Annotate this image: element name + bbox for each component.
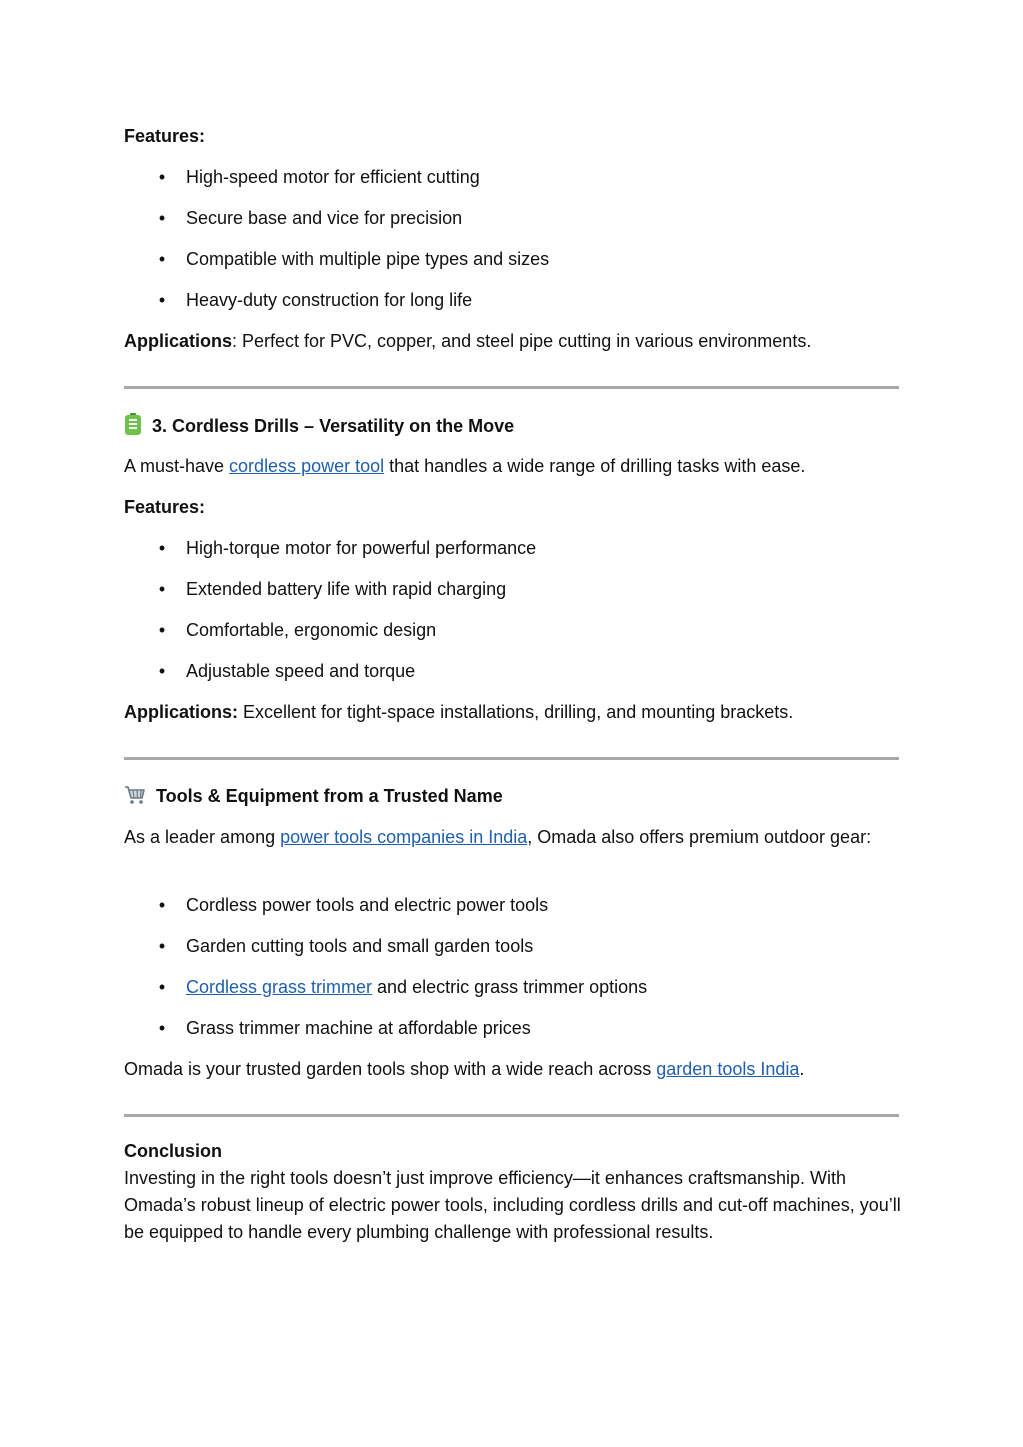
- closing-text: Omada is your trusted garden tools shop with a wide reach across: [124, 1059, 657, 1079]
- list-item: [186, 934, 533, 958]
- cordless-grass-trimmer-link[interactable]: Cordless grass trimmer: [186, 977, 373, 997]
- applications-label: Applications: [124, 331, 233, 351]
- list-item: Compatible with multiple pipe types and sizes: [186, 249, 550, 269]
- bullet-dot: •: [158, 895, 166, 915]
- battery-icon: [124, 413, 142, 441]
- intro-text: A must-have: [124, 456, 230, 476]
- divider: [124, 386, 899, 389]
- bullet-dot: •: [158, 1018, 166, 1038]
- bullet-dot: •: [158, 661, 166, 681]
- bullet-dot: •: [158, 620, 166, 640]
- applications-line: [124, 329, 811, 353]
- list-item: Adjustable speed and torque: [186, 661, 416, 681]
- section-heading-cordless-drills: [124, 413, 514, 441]
- divider: [124, 1114, 899, 1117]
- list-item: High-speed motor for efficient cutting: [186, 167, 480, 187]
- section-heading-text: Tools & Equipment from a Trusted Name: [156, 786, 503, 806]
- bullet-dot: •: [158, 249, 166, 269]
- closing-text: .: [799, 1059, 805, 1079]
- list-item-text: and electric grass trimmer options: [372, 977, 648, 997]
- power-tools-companies-link[interactable]: power tools companies in India: [280, 827, 528, 847]
- list-item: Comfortable, ergonomic design: [186, 620, 437, 640]
- list-item: [186, 975, 647, 999]
- cordless-power-tool-link[interactable]: cordless power tool: [229, 456, 385, 476]
- intro-text: As a leader among: [124, 827, 281, 847]
- list-item: Extended battery life with rapid charging: [186, 579, 507, 599]
- intro-text: , Omada also offers premium outdoor gear:: [527, 827, 872, 847]
- bullet-dot: •: [158, 936, 166, 956]
- bullet-dot: •: [158, 208, 166, 228]
- features-label: Features:: [124, 497, 206, 517]
- list-item: High-torque motor for powerful performance: [186, 538, 537, 558]
- applications-label: Applications:: [124, 702, 239, 722]
- list-item-text: Cordless power tools and electric power tools: [186, 895, 549, 915]
- shopping-cart-icon: [124, 785, 146, 811]
- closing-line: [124, 1057, 804, 1081]
- applications-text: : Perfect for PVC, copper, and steel pipe cutting in various environments.: [232, 331, 812, 351]
- conclusion-heading: Conclusion: [124, 1141, 222, 1161]
- conclusion-text: Investing in the right tools doesn’t just improve efficiency—it enhances craftsmanship. With Omada’s robust lineup of electric power tools, including cordless drills and cut-off machines, you’ll be equipped to handle every plumbing challenge with professional results.: [124, 1168, 901, 1242]
- intro-text: that handles a wide range of drilling tasks with ease.: [384, 456, 806, 476]
- section-heading-tools-equipment: [124, 784, 503, 811]
- list-item: [186, 1016, 531, 1040]
- applications-line: [124, 700, 793, 724]
- divider: [124, 757, 899, 760]
- bullet-dot: •: [158, 977, 166, 997]
- list-item: [186, 893, 548, 917]
- bullet-dot: •: [158, 538, 166, 558]
- features-label: Features:: [124, 126, 206, 146]
- bullet-dot: •: [158, 290, 166, 310]
- section-heading-text: 3. Cordless Drills – Versatility on the Move: [152, 416, 515, 436]
- tools-intro: [124, 824, 899, 851]
- cordless-intro: [124, 454, 805, 478]
- bullet-dot: •: [158, 579, 166, 599]
- list-item-text: Garden cutting tools and small garden tools: [186, 936, 534, 956]
- bullet-dot: •: [158, 167, 166, 187]
- list-item: Heavy-duty construction for long life: [186, 290, 473, 310]
- list-item: Secure base and vice for precision: [186, 208, 463, 228]
- list-item-text: Grass trimmer machine at affordable prices: [186, 1018, 531, 1038]
- applications-text: Excellent for tight-space installations, drilling, and mounting brackets.: [238, 702, 794, 722]
- garden-tools-india-link[interactable]: garden tools India: [656, 1059, 800, 1079]
